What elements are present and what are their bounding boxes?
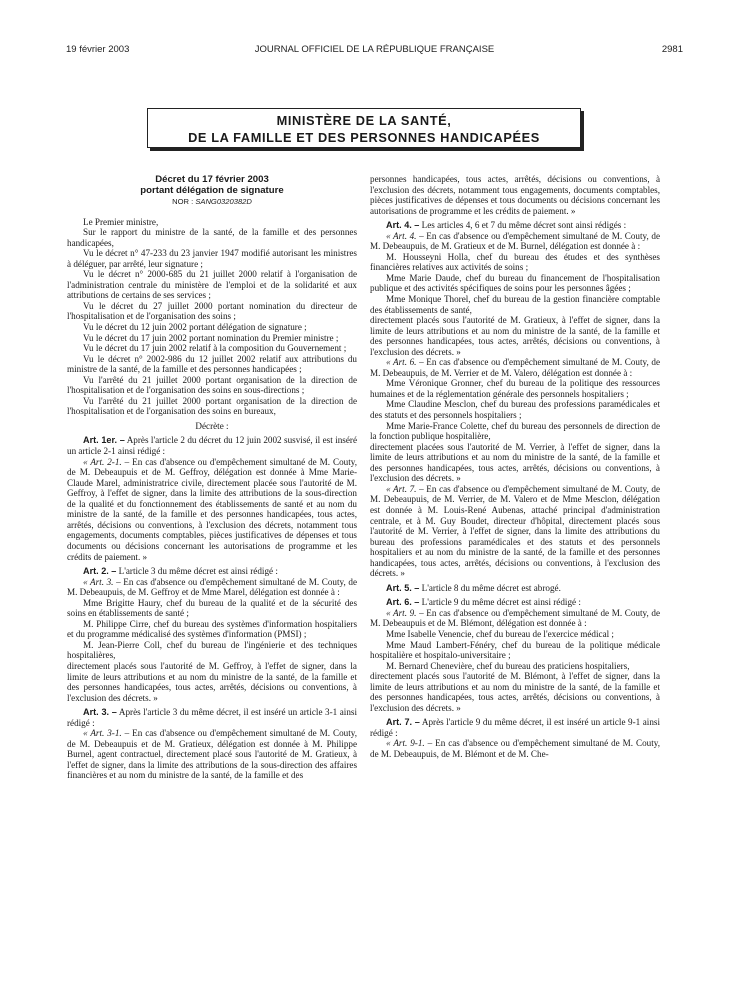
paragraph (67, 343, 357, 354)
ministry-title-line-1: MINISTÈRE DE LA SANTÉ, (276, 113, 452, 128)
paragraph-text: Le Premier ministre, (83, 216, 159, 227)
page-header (66, 44, 683, 58)
article-number: Art. 7. – (386, 717, 420, 728)
ministry-title-box (147, 108, 581, 148)
paragraph-text: – En cas d'absence ou d'empêchement simultané de M. Couty, de M. Debeaupuis, de M. Verrier, de M. Valero et de Mme Mesclon, délégation est donnée à M. Louis-René Aubenas, attaché principal d'administration centrale, et à M. Guy Boudet, directeur d'hôpital, directement placés sous l'autorité de M. Verrier, à l'effet de signer, dans la limite des attributions du bureau des professions paramédicales et des statuts et des personnels hospitaliers et au nom du ministre de la santé, de la famille et des personnes handicapées, tous actes, arrêtés, décisions ou conventions, à l'exclusion des décrets. » (370, 483, 661, 579)
paragraph-text: Après l'article 9 du même décret, il est inséré un article 9-1 ainsi rédigé : (370, 717, 660, 738)
paragraph (67, 661, 357, 703)
paragraph-text: Vu le décret du 17 juin 2002 portant nomination du Premier ministre ; (83, 332, 339, 343)
left-column-body (67, 217, 357, 781)
paragraph-text: Mme Marie Daude, chef du bureau du financement de l'hospitalisation publique et des activités spécifiques de soins pour les personnes âgées ; (370, 272, 660, 294)
paragraph-text: Mme Maud Lambert-Fénéry, chef du bureau de la politique médicale hospitalière et hospitalo-universitaire ; (370, 639, 660, 661)
paragraph-text: Vu le décret du 17 juin 2002 relatif à la composition du Gouvernement ; (83, 343, 347, 354)
left-column (67, 174, 357, 781)
article-reference: « Art. 9-1. (386, 738, 425, 749)
paragraph-text: Vu le décret du 12 juin 2002 portant délégation de signature ; (83, 322, 307, 333)
paragraph-text: Vu l'arrêté du 21 juillet 2000 portant organisation de la direction de l'hospitalisation et de l'organisation des soins en bureaux, (67, 395, 357, 417)
paragraph-text: Mme Claudine Mesclon, chef du bureau des professions paramédicales et des statuts et des personnels hospitaliers ; (370, 399, 660, 421)
paragraph-text: Décrète : (195, 420, 229, 431)
paragraph (370, 484, 660, 579)
article-reference: « Art. 2-1. (83, 456, 122, 467)
paragraph (67, 375, 357, 396)
paragraph-text: – En cas d'absence ou d'empêchement simultané de M. Couty, de M. Debeaupuis, de M. Gratieux et de M. Burnel, délégation est donnée à : (370, 230, 661, 252)
paragraph-text: Sur le rapport du ministre de la santé, de la famille et des personnes handicapées, (67, 227, 357, 248)
paragraph (370, 608, 660, 629)
paragraph (370, 738, 660, 759)
paragraph (67, 354, 357, 375)
paragraph-text: – En cas d'absence ou d'empêchement simultané de M. Couty, de M. Debeaupuis, de M. Blémont et de M. Che- (370, 738, 660, 759)
paragraph (370, 357, 660, 378)
paragraph-text: – En cas d'absence ou d'empêchement simultané de M. Couty, de M. Debeaupuis et de M. Gratieux, délégation est donnée à M. Philippe Burnel, agent contractuel, directement placé sous l'autorité de M. Gratieux, à l'effet de signer, dans la limite des attributions de la sous-direction des affaires financières et au nom du ministre de la santé, de la famille et des (67, 728, 357, 781)
paragraph (67, 322, 357, 333)
paragraph (67, 435, 357, 456)
paragraph (370, 174, 660, 216)
paragraph (370, 583, 660, 594)
paragraph-text: L'article 9 du même décret est ainsi rédigé : (419, 597, 581, 608)
paragraph-text: personnes handicapées, tous actes, arrêtés, décisions ou conventions, à l'exclusion des décrets, notamment tous engagements, documents comptables, pièces justificatives de dépenses et tous documents ou décisions concernant les autorisations de programme et les crédits de paiement. » (370, 174, 660, 216)
paragraph (370, 252, 660, 273)
paragraph-text: Mme Marie-France Colette, chef du bureau des personnels de direction de la fonction publique hospitalière, (370, 420, 660, 442)
article-reference: « Art. 3. (83, 576, 114, 587)
paragraph-text: M. Housseyni Holla, chef du bureau des études et des synthèses financières relatives aux activités de soins ; (370, 251, 660, 273)
paragraph-text: – En cas d'absence ou d'empêchement simultané de M. Couty, de M. Debeaupuis, de M. Verrier et de M. Valero, délégation est donnée à : (370, 357, 661, 378)
paragraph-text: Mme Isabelle Venencie, chef du bureau de l'exercice médical ; (386, 628, 614, 639)
paragraph (370, 671, 660, 713)
paragraph-text: Mme Monique Thorel, chef du bureau de la gestion financière comptable des établissements de santé, (370, 294, 660, 315)
paragraph-text: Vu le décret n° 2002-986 du 12 juillet 2002 relatif aux attributions du ministre de la santé, de la famille et des personnes handicapées ; (67, 353, 357, 375)
paragraph-text: – En cas d'absence ou d'empêchement simultané de M. Couty, de M. Debeaupuis et de M. Blémont, délégation est donnée à : (370, 607, 661, 629)
article-number: Art. 5. – (386, 582, 420, 593)
paragraph (67, 728, 357, 781)
paragraph (370, 421, 660, 442)
decree-title (67, 174, 357, 196)
nor-code: SANG0320382D (195, 197, 252, 206)
paragraph (370, 220, 660, 231)
paragraph (370, 717, 660, 738)
paragraph (370, 378, 660, 399)
nor-label: NOR : (172, 197, 196, 206)
paragraph (67, 301, 357, 322)
paragraph-text: M. Bernard Chenevière, chef du bureau des praticiens hospitaliers, (386, 660, 630, 671)
article-reference: « Art. 7. (386, 483, 417, 494)
paragraph-text: Après l'article 3 du même décret, il est inséré un article 3-1 ainsi rédigé : (67, 707, 357, 728)
article-reference: « Art. 9. (386, 607, 417, 618)
paragraph (67, 217, 357, 228)
paragraph (67, 421, 357, 432)
paragraph (67, 577, 357, 598)
right-column-body (370, 174, 660, 760)
paragraph (370, 294, 660, 315)
paragraph-text: – En cas d'absence ou d'empêchement simultané de M. Couty, de M. Debeaupuis et de M. Geffroy, délégation est donnée à Mme Marie-Claude Marel, administratrice civile, directement placée sous l'autorité de M. Geffroy, à l'effet de signer, dans la limite des attributions de la sous-direction de la qualité et du fonctionnement des établissements de santé et au nom du ministre de la santé, de la famille et des personnes handicapées, tous actes, arrêtés, décisions ou conventions, à l'exclusion des décrets, notamment tous engagements, documents comptables, pièces justificatives de dépenses et tous documents ou décisions concernant les autorisations de programme et les crédits de paiement. » (67, 456, 357, 562)
right-column (370, 174, 660, 760)
paragraph (370, 629, 660, 640)
paragraph (67, 640, 357, 661)
paragraph-text: M. Philippe Cirre, chef du bureau des systèmes d'information hospitaliers et du programme médicalisé des systèmes d'information (PMSI) ; (67, 618, 357, 640)
paragraph (67, 707, 357, 728)
paragraph-text: – En cas d'absence ou d'empêchement simultané de M. Couty, de M. Debeaupuis, de M. Geffroy et de Mme Marel, délégation est donnée à : (67, 576, 358, 598)
paragraph (67, 619, 357, 640)
paragraph-text: directement placées sous l'autorité de M. Verrier, à l'effet de signer, dans la limite de leurs attributions et au nom du ministre de la santé, de la famille et des personnes handicapées, tous actes, arrêtés, décisions ou conventions, à l'exclusion des décrets. » (370, 441, 660, 484)
article-number: Art. 2. – (83, 566, 117, 577)
nor-reference (67, 197, 357, 208)
article-number: Art. 6. – (386, 597, 420, 608)
paragraph-text: Vu le décret n° 47-233 du 23 janvier 1947 modifié autorisant les ministres à déléguer, par arrêté, leur signature ; (67, 248, 357, 269)
decree-title-line-2: portant délégation de signature (140, 185, 284, 196)
paragraph-text: L'article 3 du même décret est ainsi rédigé : (116, 566, 278, 577)
article-reference: « Art. 6. (386, 357, 417, 368)
article-number: Art. 4. – (386, 220, 420, 231)
paragraph (370, 231, 660, 252)
paragraph-text: Vu l'arrêté du 21 juillet 2000 portant organisation de la direction de l'hospitalisation et de l'organisation des soins en sous-directions ; (67, 374, 357, 396)
paragraph (67, 333, 357, 344)
paragraph (370, 399, 660, 420)
decree-title-line-1: Décret du 17 février 2003 (155, 174, 269, 185)
paragraph (67, 269, 357, 301)
paragraph-text: Vu le décret n° 2000-685 du 21 juillet 2000 relatif à l'organisation de l'administration centrale du ministère de l'emploi et de la solidarité et aux attributions de certains de ses services ; (67, 269, 357, 301)
paragraph (67, 566, 357, 577)
paragraph-text: Les articles 4, 6 et 7 du même décret sont ainsi rédigés : (419, 220, 627, 231)
paragraph (370, 442, 660, 484)
paragraph-text: Mme Brigitte Haury, chef du bureau de la qualité et de la sécurité des soins en établissements de santé ; (67, 597, 357, 619)
paragraph (370, 640, 660, 661)
paragraph (67, 457, 357, 562)
paragraph (370, 661, 660, 672)
paragraph-text: Mme Véronique Gronner, chef du bureau de la politique des ressources humaines et de la réglementation générale des personnels hospitaliers ; (370, 378, 660, 399)
paragraph (67, 248, 357, 269)
paragraph (370, 273, 660, 294)
paragraph-text: M. Jean-Pierre Coll, chef du bureau de l'ingénierie et des techniques hospitalières, (67, 639, 357, 661)
paragraph-text: Vu le décret du 27 juillet 2000 portant nomination du directeur de l'hospitalisation et de l'organisation des soins ; (67, 300, 357, 322)
paragraph (67, 396, 357, 417)
paragraph (370, 315, 660, 357)
article-number: Art. 3. – (83, 707, 117, 718)
header-date: 19 février 2003 (66, 44, 130, 55)
paragraph-text: Après l'article 2 du décret du 12 juin 2002 susvisé, il est inséré un article 2-1 ainsi rédigé : (67, 435, 357, 457)
paragraph (67, 598, 357, 619)
article-reference: « Art. 3-1. (83, 728, 122, 739)
header-journal-title: JOURNAL OFFICIEL DE LA RÉPUBLIQUE FRANÇAISE (254, 44, 495, 55)
paragraph (370, 597, 660, 608)
article-reference: « Art. 4. (386, 230, 417, 241)
header-page-number: 2981 (661, 44, 683, 55)
ministry-title-line-2: DE LA FAMILLE ET DES PERSONNES HANDICAPÉES (188, 130, 540, 145)
paragraph (67, 227, 357, 248)
paragraph-text: directement placés sous l'autorité de M. Geffroy, à l'effet de signer, dans la limite de leurs attributions et au nom du ministre de la santé, de la famille et des personnes handicapées, tous actes, arrêtés, décisions ou conventions, à l'exclusion des décrets. » (67, 660, 357, 703)
paragraph-text: L'article 8 du même décret est abrogé. (419, 582, 561, 593)
paragraph-text: directement placés sous l'autorité de M. Blémont, à l'effet de signer, dans la limite de leurs attributions et au nom du ministre de la santé, de la famille et des personnes handicapées, tous actes, arrêtés, décisions ou conventions, à l'exclusion des décrets. » (370, 671, 660, 713)
article-number: Art. 1er. – (83, 435, 125, 446)
paragraph-text: directement placés sous l'autorité de M. Gratieux, à l'effet de signer, dans la limite de leurs attributions et au nom du ministre de la santé, de la famille et des personnes handicapées, tous actes, arrêtés, décisions ou conventions, à l'exclusion des décrets. » (370, 315, 660, 357)
